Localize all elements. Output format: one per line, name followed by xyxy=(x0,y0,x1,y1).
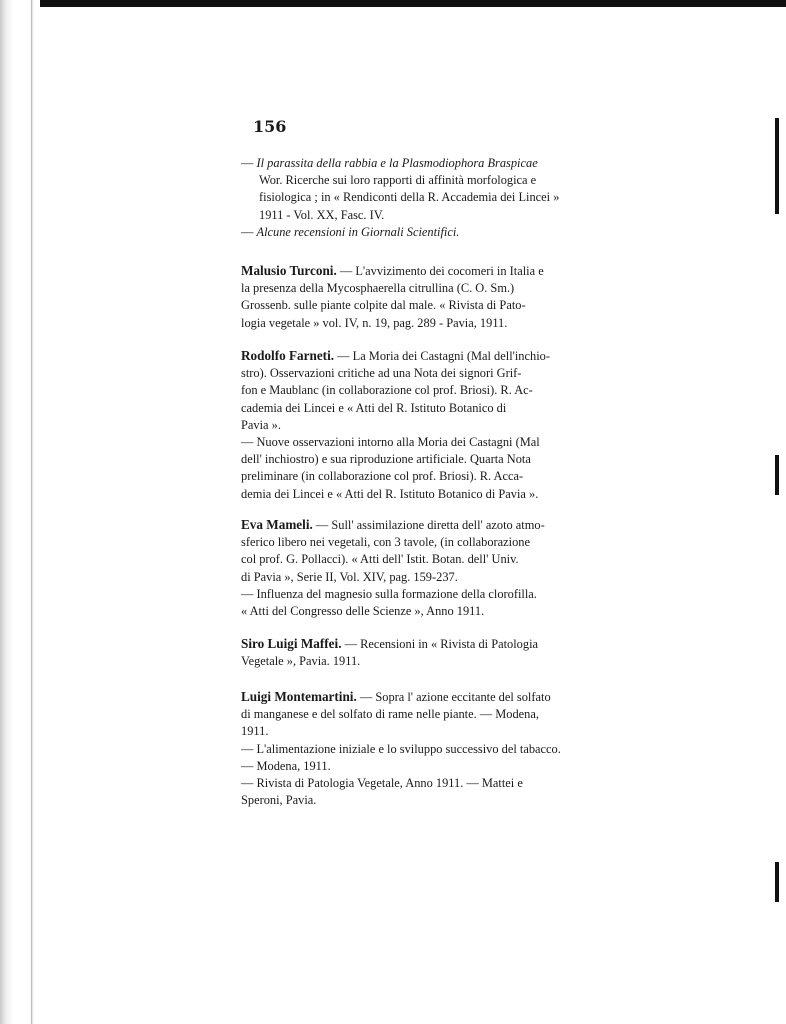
bibliography-entry xyxy=(241,155,626,241)
bibliography-entry xyxy=(241,635,626,670)
scan-binding-line xyxy=(31,0,32,1024)
entry-line: — L'alimentazione iniziale e lo sviluppo successivo del tabacco. xyxy=(241,741,561,756)
entry-line: dell' inchiostro) e sua riproduzione artificiale. Quarta Nota xyxy=(241,452,531,467)
entry-line: Pavia ». xyxy=(241,417,281,432)
author-name: Eva Mameli. xyxy=(241,517,313,532)
entry-line: col prof. G. Pollacci). « Atti dell' Istit. Botan. dell' Univ. xyxy=(241,552,519,567)
entry-line: Eva Mameli. — Sull' assimilazione diretta dell' azoto atmo- xyxy=(241,517,545,532)
scan-right-mark xyxy=(775,118,779,214)
entry-line: sferico libero nei vegetali, con 3 tavole, (in collaborazione xyxy=(241,535,530,550)
entry-line: fon e Maublanc (in collaborazione col prof. Briosi). R. Ac- xyxy=(241,383,533,398)
entry-line: — Nuove osservazioni intorno alla Moria dei Castagni (Mal xyxy=(241,435,540,450)
entry-line: — Influenza del magnesio sulla formazione della clorofilla. xyxy=(241,586,537,601)
entry-line: logia vegetale » vol. IV, n. 19, pag. 289 - Pavia, 1911. xyxy=(241,315,508,330)
author-name: Luigi Montemartini. xyxy=(241,689,357,704)
entry-line: di manganese e del solfato di rame nelle piante. — Modena, xyxy=(241,707,539,722)
entry-line: Grossenb. sulle piante colpite dal male. « Rivista di Pato- xyxy=(241,298,526,313)
author-name: Rodolfo Farneti. xyxy=(241,348,335,363)
entry-line: 1911. xyxy=(241,724,269,739)
entry-line: Rodolfo Farneti. — La Moria dei Castagni (Mal dell'inchio- xyxy=(241,348,550,363)
entry-line: — Alcune recensioni in Giornali Scientifici. xyxy=(241,224,460,239)
entry-line: 1911 - Vol. XX, Fasc. IV. xyxy=(259,207,385,222)
scan-right-mark xyxy=(775,455,779,495)
entry-line: — Rivista di Patologia Vegetale, Anno 1911. — Mattei e xyxy=(241,776,523,791)
bibliography-entry xyxy=(241,262,626,332)
entry-line: la presenza della Mycosphaerella citrullina (C. O. Sm.) xyxy=(241,281,515,296)
entry-line: cademia dei Lincei e « Atti del R. Istituto Botanico di xyxy=(241,400,507,415)
bibliography-entry xyxy=(241,688,626,809)
scan-top-border xyxy=(0,0,786,7)
bibliography-entry xyxy=(241,347,626,503)
author-name: Siro Luigi Maffei. xyxy=(241,636,342,651)
entry-line: demia dei Lincei e « Atti del R. Istituto Botanico di Pavia ». xyxy=(241,486,539,501)
entry-line: « Atti del Congresso delle Scienze », Anno 1911. xyxy=(241,604,485,619)
entry-line: stro). Osservazioni critiche ad una Nota dei signori Grif- xyxy=(241,366,522,381)
scan-left-edge xyxy=(0,0,40,1024)
entry-line: — Il parassita della rabbia e la Plasmodiophora Braspicae xyxy=(241,156,538,170)
entry-line: Speroni, Pavia. xyxy=(241,793,317,808)
entry-line: — Modena, 1911. xyxy=(241,758,331,773)
scan-right-mark xyxy=(775,862,779,902)
entry-line: Malusio Turconi. — L'avvizimento dei cocomeri in Italia e xyxy=(241,263,544,278)
entry-line: fisiologica ; in « Rendiconti della R. Accademia dei Lincei » xyxy=(259,190,560,205)
entry-line: Vegetale », Pavia. 1911. xyxy=(241,654,361,669)
entry-line: preliminare (in collaborazione col prof. Briosi). R. Acca- xyxy=(241,469,524,484)
entry-line: Siro Luigi Maffei. — Recensioni in « Rivista di Patologia xyxy=(241,636,539,651)
entry-line: Wor. Ricerche sui loro rapporti di affinità morfologica e xyxy=(259,173,537,188)
entry-line: Luigi Montemartini. — Sopra l' azione eccitante del solfato xyxy=(241,689,551,704)
author-name: Malusio Turconi. xyxy=(241,263,337,278)
page-number: 156 xyxy=(253,117,287,136)
entry-line: di Pavia », Serie II, Vol. XIV, pag. 159-237. xyxy=(241,569,458,584)
bibliography-entry xyxy=(241,516,626,620)
